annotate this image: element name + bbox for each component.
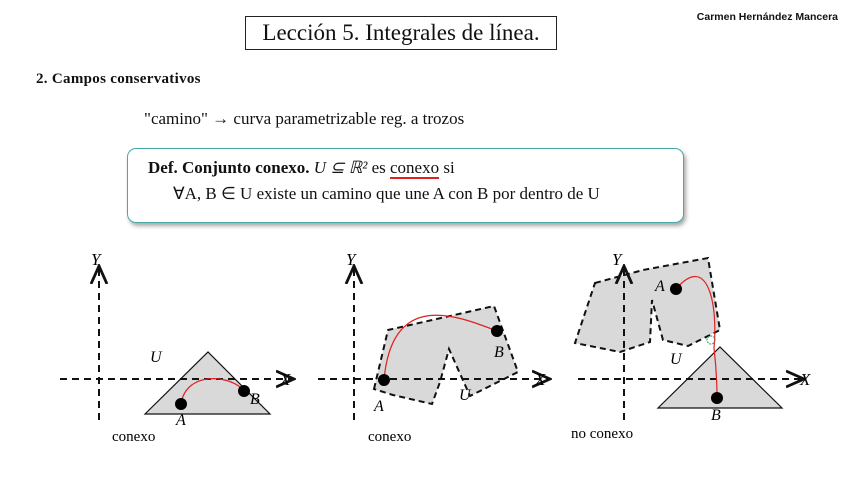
y-label: Y xyxy=(91,250,101,269)
point-b-label: B xyxy=(494,344,504,361)
gap-marker xyxy=(707,336,715,344)
figure-2-connected-region xyxy=(318,250,548,445)
definition-si: si xyxy=(443,158,455,177)
definition-term: conexo xyxy=(390,158,440,177)
author-name: Carmen Hernández Mancera xyxy=(696,11,838,23)
point-a-dot xyxy=(378,374,390,386)
point-b-dot xyxy=(238,385,250,397)
x-label: X xyxy=(800,370,811,389)
point-a-label: A xyxy=(374,398,384,415)
x-label: X xyxy=(280,370,291,389)
point-b-label: B xyxy=(250,391,260,408)
lesson-title-text: Lección 5. Integrales de línea. xyxy=(262,20,540,45)
caption: conexo xyxy=(112,429,156,445)
point-b-dot xyxy=(711,392,723,404)
definition-line-2: ∀A, B ∈ U existe un camino que une A con B por dentro de U xyxy=(173,184,600,203)
section-heading: 2. Campos conservativos xyxy=(36,71,201,87)
figure-3-disconnected-region xyxy=(571,250,811,442)
y-label: Y xyxy=(346,250,356,269)
point-a-label: A xyxy=(655,278,665,295)
intro-text: "camino" → curva parametrizable reg. a trozos xyxy=(144,109,465,128)
set-label: U xyxy=(670,351,682,368)
x-label: X xyxy=(535,370,546,389)
point-a-label: A xyxy=(176,412,186,429)
definition-es: es xyxy=(371,158,386,177)
y-label: Y xyxy=(612,250,622,269)
point-b-dot xyxy=(491,325,503,337)
set-label: U xyxy=(459,387,471,404)
figure-1-connected-triangle xyxy=(60,250,292,445)
upper-region xyxy=(575,258,720,352)
point-a-dot xyxy=(175,398,187,410)
caption: no conexo xyxy=(571,426,634,442)
point-b-label: B xyxy=(711,407,721,424)
definition-label: Def. Conjunto conexo. xyxy=(148,158,310,177)
definition-set-math: U ⊆ ℝ² xyxy=(313,158,368,177)
caption: conexo xyxy=(368,429,412,445)
set-label: U xyxy=(150,349,162,366)
point-a-dot xyxy=(670,283,682,295)
